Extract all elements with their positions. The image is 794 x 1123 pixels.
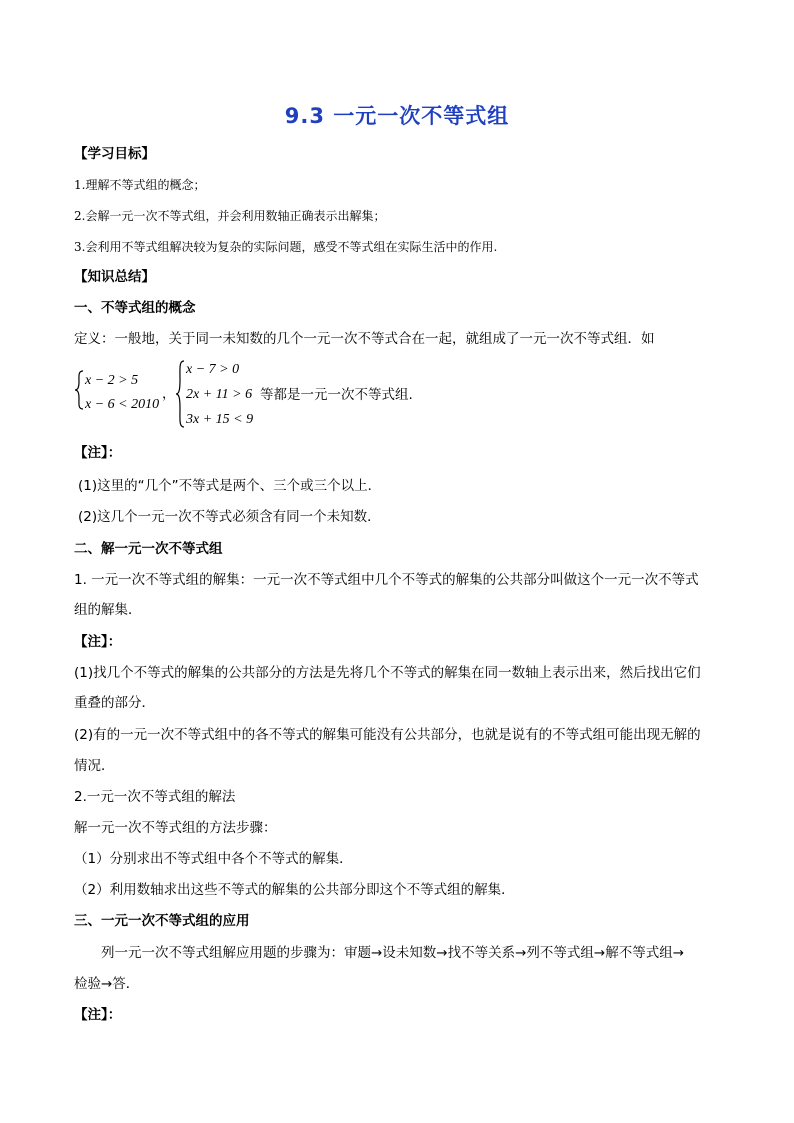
system-2-inequality: 2x + 11 > 6: [186, 387, 253, 402]
note-2-heading: 【注】：: [74, 634, 122, 650]
section-2-subheading: 2.一元一次不等式组的解法: [74, 789, 236, 805]
note-2-paragraph-2: 情况．: [74, 758, 115, 774]
separator-comma: ，: [162, 386, 176, 402]
section-1-heading: 一、不等式组的概念: [74, 300, 196, 316]
section-2-step: （1）分别求出不等式组中各个不等式的解集．: [74, 851, 353, 867]
note-2-paragraph-1: (1)找几个不等式的解集的公共部分的方法是先将几个不等式的解集在同一数轴上表示出来，然后找出它们: [74, 665, 701, 681]
note-1-heading: 【注】：: [74, 445, 122, 461]
section-3-paragraph: 检验→答．: [74, 976, 140, 992]
summary-heading: 【知识总结】: [74, 269, 155, 285]
system-2-inequality: x − 7 > 0: [186, 362, 240, 377]
section-3-paragraph: 列一元一次不等式组解应用题的步骤为：审题→设未知数→找不等关系→列不等式组→解不等式组→: [101, 945, 685, 961]
section-2-step: （2）利用数轴求出这些不等式的解集的公共部分即这个不等式组的解集．: [74, 882, 515, 898]
note-3-heading: 【注】：: [74, 1007, 122, 1023]
page-title: 9.3 一元一次不等式组: [284, 104, 510, 128]
objectives-heading: 【学习目标】: [74, 146, 155, 162]
system-1-inequality: x − 6 < 2010: [85, 397, 160, 412]
inequality-systems-example: [74, 360, 674, 430]
system-2-inequality: 3x + 15 < 9: [186, 412, 254, 427]
section-3-heading: 三、一元一次不等式组的应用: [74, 913, 250, 929]
section-2-paragraph-1: 组的解集．: [74, 602, 142, 618]
left-brace-icon: [175, 360, 185, 428]
section-1-definition: 定义：一般地，关于同一未知数的几个一元一次不等式合在一起，就组成了一元一次不等式组．如: [74, 331, 655, 347]
objective-item: 2.会解一元一次不等式组，并会利用数轴正确表示出解集；: [74, 209, 386, 223]
section-2-heading: 二、解一元一次不等式组: [74, 541, 223, 557]
system-1-inequality: x − 2 > 5: [85, 373, 139, 388]
section-2-paragraph-1: 1. 一元一次不等式组的解集：一元一次不等式组中几个不等式的解集的公共部分叫做这个一元一次不等式: [74, 572, 699, 588]
section-2-method-intro: 解一元一次不等式组的方法步骤：: [74, 820, 277, 836]
left-brace-icon: [74, 370, 84, 410]
note-1-item: (1)这里的“几个”不等式是两个、三个或三个以上．: [78, 478, 382, 494]
objective-item: 1.理解不等式组的概念；: [74, 178, 206, 192]
system-suffix-text: 等都是一元一次不等式组.: [260, 387, 413, 403]
objective-item: 3.会利用不等式组解决较为复杂的实际问题，感受不等式组在实际生活中的作用.: [74, 240, 498, 254]
note-2-paragraph-1: 重叠的部分．: [74, 695, 155, 711]
note-1-item: (2)这几个一元一次不等式必须含有同一个未知数．: [78, 509, 381, 525]
note-2-paragraph-2: (2)有的一元一次不等式组中的各不等式的解集可能没有公共部分，也就是说有的不等式组可能出现无解的: [74, 727, 701, 743]
